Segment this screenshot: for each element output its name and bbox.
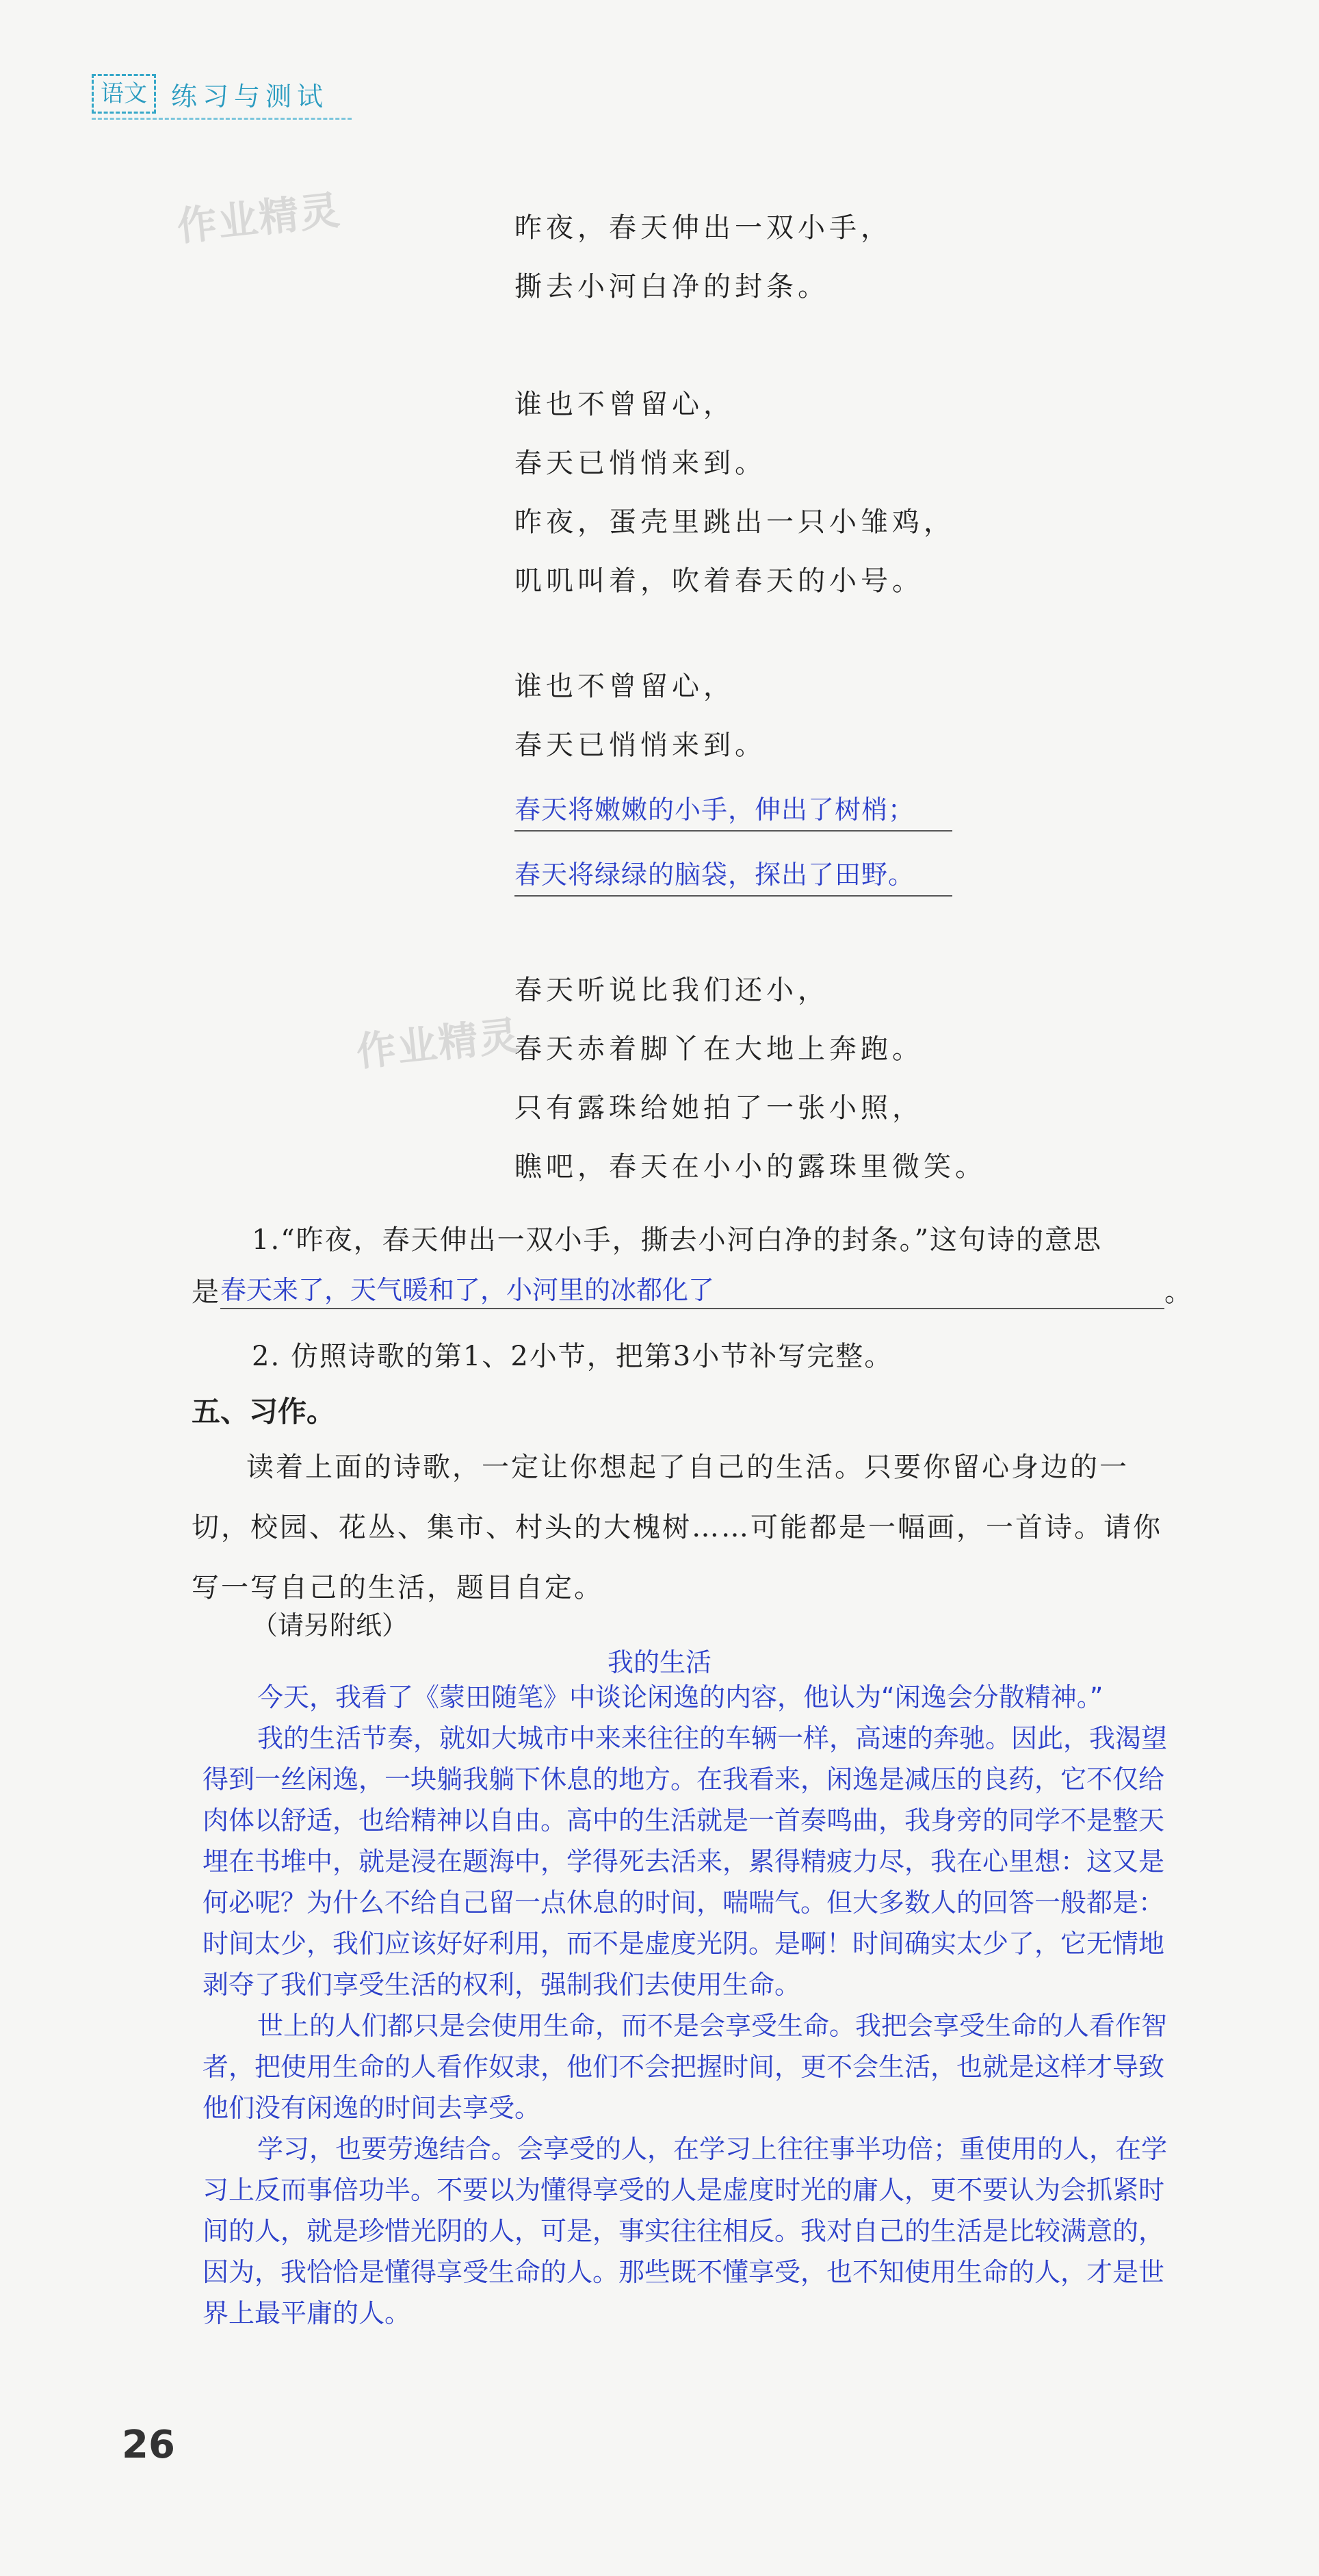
poem-stanza-3 bbox=[514, 657, 766, 775]
poem-line: 只有露珠给她拍了一张小照， bbox=[514, 1092, 924, 1124]
essay-title: 我的生活 bbox=[607, 1647, 711, 1677]
subject-badge: 语文 bbox=[92, 74, 156, 114]
handwritten-answer-line: 春天将绿绿的脑袋，探出了田野。 bbox=[514, 853, 952, 897]
poem-line: 谁也不曾留心， bbox=[514, 671, 735, 702]
poem-line: 春天已悄悄来到。 bbox=[514, 448, 766, 479]
writing-prompt: 读着上面的诗歌，一定让你想起了自己的生活。只要你留心身边的一切，校园、花丛、集市、村头的大槐树……可能都是一幅画，一首诗。请你写一写自己的生活，题目自定。 bbox=[192, 1452, 1162, 1603]
question-2: 2. 仿照诗歌的第1、2小节，把第3小节补写完整。 bbox=[252, 1341, 893, 1372]
poem-line: 叽叽叫着，吹着春天的小号。 bbox=[514, 565, 924, 597]
poem-stanza-4 bbox=[514, 961, 987, 1196]
poem-line: 春天已悄悄来到。 bbox=[514, 730, 766, 761]
page-header bbox=[92, 74, 328, 114]
poem-stanza-1 bbox=[514, 198, 892, 316]
question-1: 1.“昨夜，春天伸出一双小手，撕去小河白净的封条。”这句诗的意思 bbox=[252, 1224, 1103, 1256]
essay-paragraph: 我的生活节奏，就如大城市中来来往往的车辆一样，高速的奔驰。因此，我渴望得到一丝闲逸，一块躺我躺下休息的地方。在我看来，闲逸是减压的良药，它不仅给肉体以舒适，也给精神以自由。高中的生活就是一首奏鸣曲，我身旁的同学不是整天埋在书堆中，就是浸在题海中，学得死去活来，累得精疲力尽，我在心里想：这又是何必呢？为什么不给自己留一点休息的时间，喘喘气。但大多数人的回答一般都是：时间太少，我们应该好好利用，而不是虚度光阴。是啊！时间确实太少了，它无情地剥夺了我们享受生活的权利，强制我们去使用生命。 bbox=[203, 1723, 1168, 2000]
poem-stanza-2 bbox=[514, 375, 955, 610]
poem-line: 春天赤着脚丫在大地上奔跑。 bbox=[514, 1033, 924, 1065]
section-title: 五、习作。 bbox=[192, 1395, 336, 1428]
essay-body bbox=[203, 1677, 1174, 2334]
poem-line: 撕去小河白净的封条。 bbox=[514, 271, 829, 302]
header-divider bbox=[92, 118, 352, 120]
question-1-prefix: 是 bbox=[192, 1276, 220, 1308]
poem-line: 谁也不曾留心， bbox=[514, 389, 735, 420]
book-subtitle: 练习与测试 bbox=[171, 81, 329, 112]
question-1-end: 。 bbox=[1164, 1276, 1193, 1308]
poem-line: 昨夜，春天伸出一双小手， bbox=[514, 212, 892, 244]
poem-line: 春天听说比我们还小， bbox=[514, 975, 829, 1006]
essay-paragraph: 今天，我看了《蒙田随笔》中谈论闲逸的内容，他认为“闲逸会分散精神。” bbox=[257, 1682, 1103, 1712]
handwritten-answer-line: 春天将嫩嫩的小手，伸出了树梢； bbox=[514, 788, 952, 832]
poem-stanza-3-answer bbox=[514, 788, 952, 897]
question-1-answer-row bbox=[192, 1270, 1193, 1309]
question-1-answer: 春天来了，天气暖和了，小河里的冰都化了 bbox=[220, 1272, 1164, 1309]
essay-paragraph: 世上的人们都只是会使用生命，而不是会享受生命。我把会享受生命的人看作智者，把使用生命的人看作奴隶，他们不会把握时间，更不会生活，也就是这样才导致他们没有闲逸的时间去享受。 bbox=[203, 2011, 1168, 2123]
watermark: 作业精灵 bbox=[354, 1012, 523, 1076]
poem-line: 瞧吧，春天在小小的露珠里微笑。 bbox=[514, 1151, 987, 1183]
watermark: 作业精灵 bbox=[174, 186, 343, 250]
page-number: 26 bbox=[122, 2423, 175, 2467]
attach-note: （请另附纸） bbox=[252, 1610, 408, 1640]
poem-line: 昨夜，蛋壳里跳出一只小雏鸡， bbox=[514, 506, 955, 538]
essay-paragraph: 学习，也要劳逸结合。会享受的人，在学习上往往事半功倍；重使用的人，在学习上反而事倍功半。不要以为懂得享受的人是虚度时光的庸人，更不要认为会抓紧时间的人，就是珍惜光阴的人，可是，事实往往相反。我对自己的生活是比较满意的，因为，我恰恰是懂得享受生命的人。那些既不懂享受，也不知使用生命的人，才是世界上最平庸的人。 bbox=[203, 2134, 1168, 2328]
